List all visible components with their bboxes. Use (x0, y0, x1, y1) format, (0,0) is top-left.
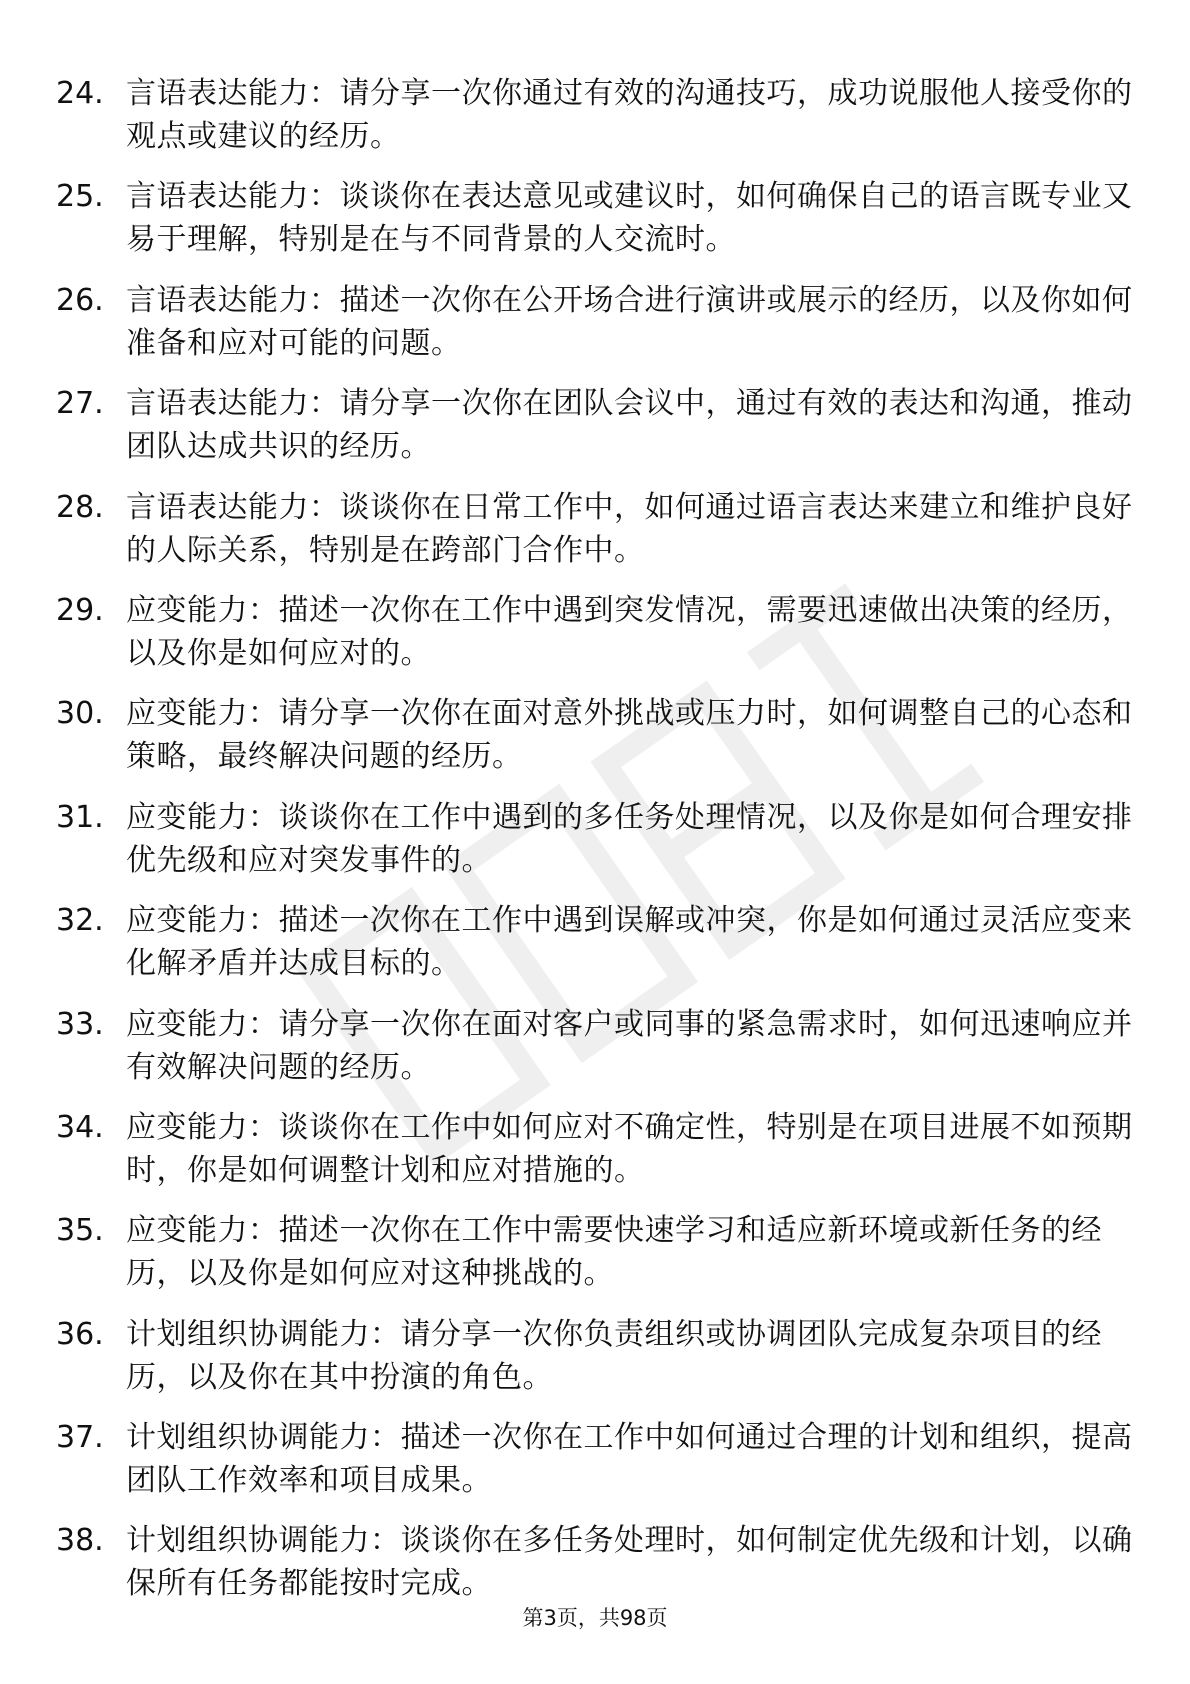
question-text: 应变能力：谈谈你在工作中如何应对不确定性，特别是在项目进展不如预期时，你是如何调整计划和应对措施的。 (126, 1109, 1133, 1188)
question-text: 应变能力：描述一次你在工作中遇到突发情况，需要迅速做出决策的经历，以及你是如何应对的。 (126, 592, 1133, 671)
question-number: 37. (56, 1420, 104, 1456)
question-text: 计划组织协调能力：请分享一次你负责组织或协调团队完成复杂项目的经历，以及你在其中扮演的角色。 (126, 1316, 1102, 1395)
question-number: 31. (56, 799, 104, 835)
question-item (56, 382, 1136, 485)
question-text: 计划组织协调能力：谈谈你在多任务处理时，如何制定优先级和计划，以确保所有任务都能按时完成。 (126, 1523, 1133, 1602)
question-text: 计划组织协调能力：描述一次你在工作中如何通过合理的计划和组织，提高团队工作效率和项目成果。 (126, 1420, 1133, 1499)
question-text: 应变能力：描述一次你在工作中需要快速学习和适应新环境或新任务的经历，以及你是如何应对这种挑战的。 (126, 1213, 1102, 1292)
question-number: 33. (56, 1006, 104, 1042)
question-text: 言语表达能力：谈谈你在日常工作中，如何通过语言表达来建立和维护良好的人际关系，特别是在跨部门合作中。 (126, 489, 1133, 568)
question-number: 32. (56, 903, 104, 939)
question-item (56, 486, 1136, 589)
question-item (56, 692, 1136, 795)
question-item (56, 1313, 1136, 1416)
question-text: 应变能力：谈谈你在工作中遇到的多任务处理情况，以及你是如何合理安排优先级和应对突发事件的。 (126, 799, 1133, 878)
question-number: 27. (56, 386, 104, 422)
question-number: 38. (56, 1523, 104, 1559)
question-item (56, 1106, 1136, 1209)
question-number: 29. (56, 592, 104, 628)
question-item (56, 279, 1136, 382)
question-item (56, 1003, 1136, 1106)
question-text: 应变能力：描述一次你在工作中遇到误解或冲突，你是如何通过灵活应变来化解矛盾并达成目标的。 (126, 903, 1133, 982)
question-number: 34. (56, 1109, 104, 1145)
question-text: 言语表达能力：请分享一次你通过有效的沟通技巧，成功说服他人接受你的观点或建议的经历。 (126, 76, 1133, 154)
question-number: 25. (56, 179, 104, 215)
page-footer (0, 1604, 1190, 1632)
question-number: 30. (56, 696, 104, 732)
question-item (56, 899, 1136, 1002)
question-item (56, 175, 1136, 278)
question-number: 28. (56, 489, 104, 525)
question-number: 24. (56, 76, 104, 111)
question-list (56, 72, 1136, 1623)
question-text: 应变能力：请分享一次你在面对客户或同事的紧急需求时，如何迅速响应并有效解决问题的经历。 (126, 1006, 1133, 1085)
question-item (56, 1209, 1136, 1312)
question-text: 应变能力：请分享一次你在面对意外挑战或压力时，如何调整自己的心态和策略，最终解决问题的经历。 (126, 696, 1133, 775)
question-text: 言语表达能力：谈谈你在表达意见或建议时，如何确保自己的语言既专业又易于理解，特别是在与不同背景的人交流时。 (126, 179, 1133, 258)
question-number: 36. (56, 1316, 104, 1352)
question-text: 言语表达能力：描述一次你在公开场合进行演讲或展示的经历，以及你如何准备和应对可能的问题。 (126, 282, 1133, 361)
question-item (56, 72, 1136, 175)
question-item (56, 1416, 1136, 1519)
question-number: 26. (56, 282, 104, 318)
question-item (56, 796, 1136, 899)
page-number-label: 第3页，共98页 (522, 1606, 668, 1630)
question-text: 言语表达能力：请分享一次你在团队会议中，通过有效的表达和沟通，推动团队达成共识的经历。 (126, 386, 1133, 465)
question-item (56, 589, 1136, 692)
question-number: 35. (56, 1213, 104, 1249)
